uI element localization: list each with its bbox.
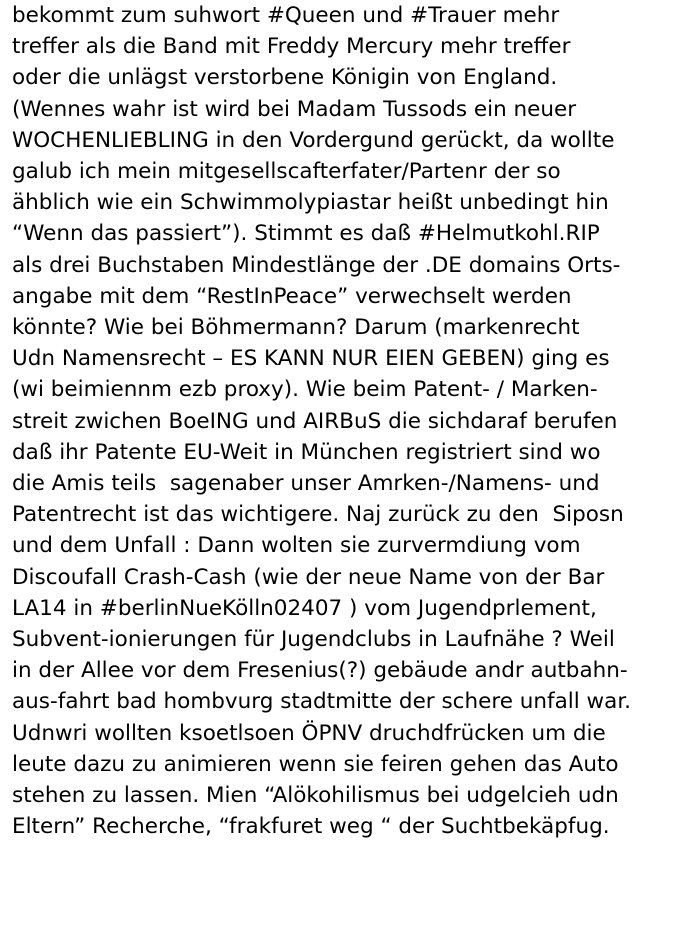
text-line: könnte? Wie bei Böhmermann? Darum (markenrecht <box>12 315 580 341</box>
text-line: streit zwichen BoeING und AIRBuS die sichdaraf berufen <box>12 408 618 434</box>
text-line: (Wennes wahr ist wird bei Madam Tussods ein neuer <box>12 96 577 122</box>
text-line: treffer als die Band mit Freddy Mercury mehr treffer <box>12 34 571 60</box>
text-line: als drei Buchstaben Mindestlänge der .DE domains Orts- <box>12 252 621 278</box>
text-line: oder die unlägst verstorbene Königin von England. <box>12 65 558 91</box>
text-line: leute dazu zu animieren wenn sie feiren gehen das Auto <box>12 751 619 777</box>
text-line: (wi beimiennm ezb proxy). Wie beim Patent- / Marken- <box>12 377 598 403</box>
text-line: ähblich wie ein Schwimmolypiastar heißt unbedingt hin <box>12 190 609 216</box>
text-line: Eltern” Recherche, “frakfuret weg “ der Suchtbekäpfug. <box>12 814 610 840</box>
text-line: galub ich mein mitgesellscafterfater/Partenr der so <box>12 159 561 185</box>
text-line: WOCHENLIEBLING in den Vordergund gerückt, da wollte <box>12 127 615 153</box>
text-line: aus-fahrt bad hombvurg stadtmitte der schere unfall war. <box>12 689 632 715</box>
text-line: die Amis teils sagenaber unser Amrken-/Namens- und <box>12 471 600 497</box>
text-line: Discoufall Crash-Cash (wie der neue Name von der Bar <box>12 564 605 590</box>
text-line: angabe mit dem “RestInPeace” verwechselt werden <box>12 283 572 309</box>
text-line: LA14 in #berlinNueKölln02407 ) vom Jugendprlement, <box>12 595 597 621</box>
text-line: Patentrecht ist das wichtigere. Naj zurück zu den Siposn <box>12 502 624 528</box>
text-line: Udn Namensrecht – ES KANN NUR EIEN GEBEN) ging es <box>12 346 610 372</box>
text-line: Subvent-ionierungen für Jugendclubs in Laufnähe ? Weil <box>12 627 615 653</box>
text-line: “Wenn das passiert”). Stimmt es daß #Helmutkohl.RIP <box>12 221 600 247</box>
body-text <box>12 0 680 842</box>
text-line: in der Allee vor dem Fresenius(?) gebäude andr autbahn- <box>12 658 628 684</box>
text-line: stehen zu lassen. Mien “Alökohilismus bei udgelcieh udn <box>12 783 619 809</box>
text-line: daß ihr Patente EU-Weit in München registriert sind wo <box>12 439 601 465</box>
text-line: und dem Unfall : Dann wolten sie zurvermdiung vom <box>12 533 581 559</box>
text-line: bekommt zum suhwort #Queen und #Trauer mehr <box>12 3 560 28</box>
text-line: Udnwri wollten ksoetlsoen ÖPNV druchdfrücken um die <box>12 720 606 746</box>
